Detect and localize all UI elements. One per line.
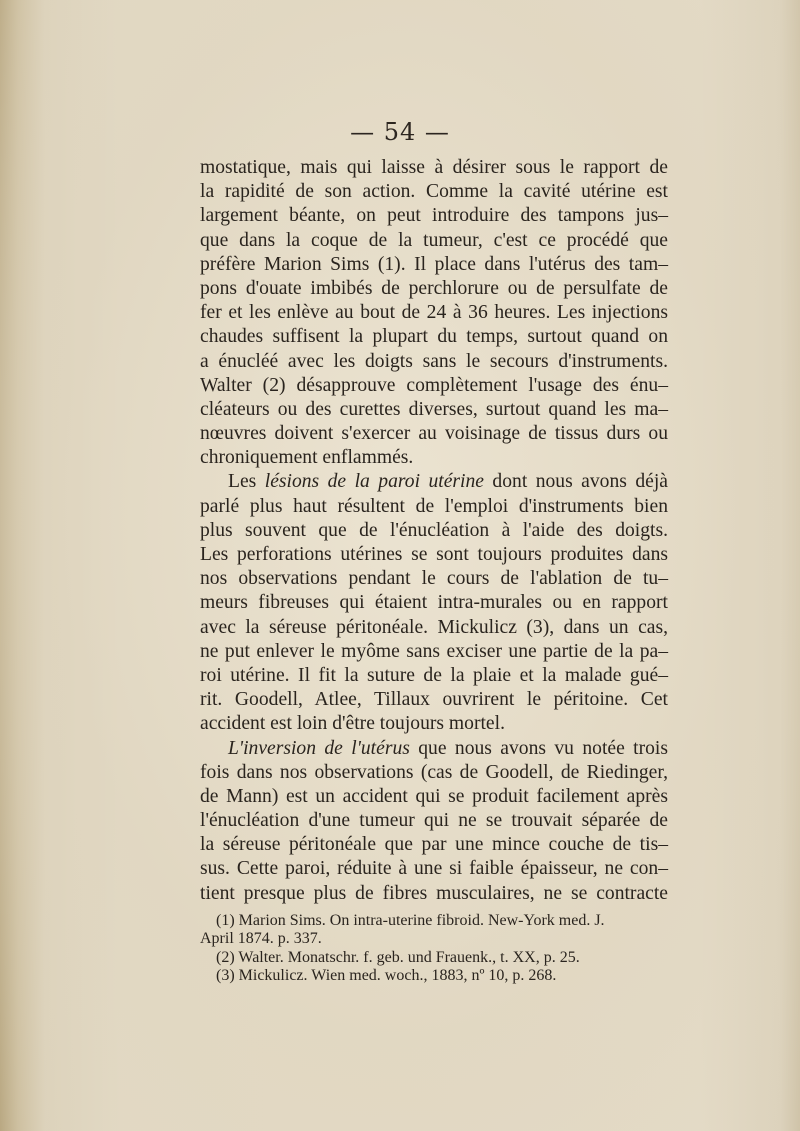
footnote: (1) Marion Sims. On intra-uterine fibroid. New-York med. J. bbox=[216, 912, 605, 929]
footnote: (2) Walter. Monatschr. f. geb. und Frauenk., t. XX, p. 25. bbox=[216, 948, 580, 966]
text-line: Les perforations utérines se sont toujours produites dans bbox=[200, 544, 668, 565]
text-line: mostatique, mais qui laisse à désirer sous le rapport de bbox=[200, 157, 668, 178]
text-line: avec la séreuse péritonéale. Mickulicz (3), dans un cas, bbox=[200, 616, 668, 638]
body-text bbox=[200, 156, 668, 906]
text-line: meurs fibreuses qui étaient intra-murales ou en rapport bbox=[200, 592, 668, 614]
text-line: rit. Goodell, Atlee, Tillaux ouvrirent le péritoine. Cet bbox=[200, 689, 668, 711]
text-line: préfère Marion Sims (1). Il place dans l'utérus des tam– bbox=[200, 253, 668, 275]
italic-text: L'inversion de l'utérus bbox=[228, 737, 410, 759]
text-line: fois dans nos observations (cas de Goodell, de Riedinger, bbox=[200, 761, 668, 783]
text-line bbox=[200, 470, 668, 494]
text-line: ne put enlever le myôme sans exciser une partie de la pa– bbox=[200, 640, 668, 662]
text-line: pons d'ouate imbibés de perchlorure ou de persulfate de bbox=[200, 277, 668, 299]
page-number-header: — 54 — bbox=[350, 118, 450, 146]
text-line: sus. Cette paroi, réduite à une si faible épaisseur, ne con– bbox=[200, 858, 668, 880]
text-run: Les bbox=[228, 471, 265, 493]
footnote: April 1874. p. 337. bbox=[200, 930, 322, 948]
text-line: fer et les enlève au bout de 24 à 36 heures. Les injections bbox=[200, 302, 668, 324]
text-line: la rapidité de son action. Comme la cavité utérine est bbox=[200, 181, 668, 203]
text-line: largement béante, on peut introduire des tampons jus– bbox=[200, 205, 668, 227]
text-line: de Mann) est un accident qui se produit facilement après bbox=[200, 785, 668, 807]
text-line bbox=[200, 737, 668, 761]
footnote: (3) Mickulicz. Wien med. woch., 1883, nº 10, p. 268. bbox=[216, 967, 557, 985]
text-line: l'énucléation d'une tumeur qui ne se trouvait séparée de bbox=[200, 810, 668, 832]
italic-text: lésions de la paroi utérine bbox=[264, 471, 484, 493]
text-line: parlé plus haut résultent de l'emploi d'instruments bien bbox=[200, 495, 668, 517]
text-line: chaudes suffisent la plupart du temps, surtout quand on bbox=[200, 326, 668, 348]
footnotes bbox=[200, 912, 668, 986]
text-line: tient presque plus de fibres musculaires, ne se contracte bbox=[200, 882, 668, 904]
text-line: que dans la coque de la tumeur, c'est ce procédé que bbox=[200, 229, 668, 251]
text-line: a énucléé avec les doigts sans le secours d'instruments. bbox=[200, 350, 668, 372]
text-line: cléateurs ou des curettes diverses, surtout quand les ma– bbox=[200, 398, 668, 420]
text-run: dont nous avons déjà bbox=[483, 471, 668, 493]
text-line: roi utérine. Il fit la suture de la plaie et la malade gué– bbox=[200, 664, 668, 686]
text-line: accident est loin d'être toujours mortel. bbox=[200, 713, 505, 735]
text-line: chroniquement enflammés. bbox=[200, 447, 414, 469]
text-line: Walter (2) désapprouve complètement l'usage des énu– bbox=[200, 374, 668, 396]
text-line: nos observations pendant le cours de l'ablation de tu– bbox=[200, 568, 668, 590]
text-line: nœuvres doivent s'exercer au voisinage de tissus durs ou bbox=[200, 423, 668, 445]
text-line: plus souvent que de l'énucléation à l'aide des doigts. bbox=[200, 519, 668, 541]
text-line: la séreuse péritonéale que par une mince couche de tis– bbox=[200, 834, 668, 856]
text-run: que nous avons vu notée trois bbox=[409, 737, 668, 759]
